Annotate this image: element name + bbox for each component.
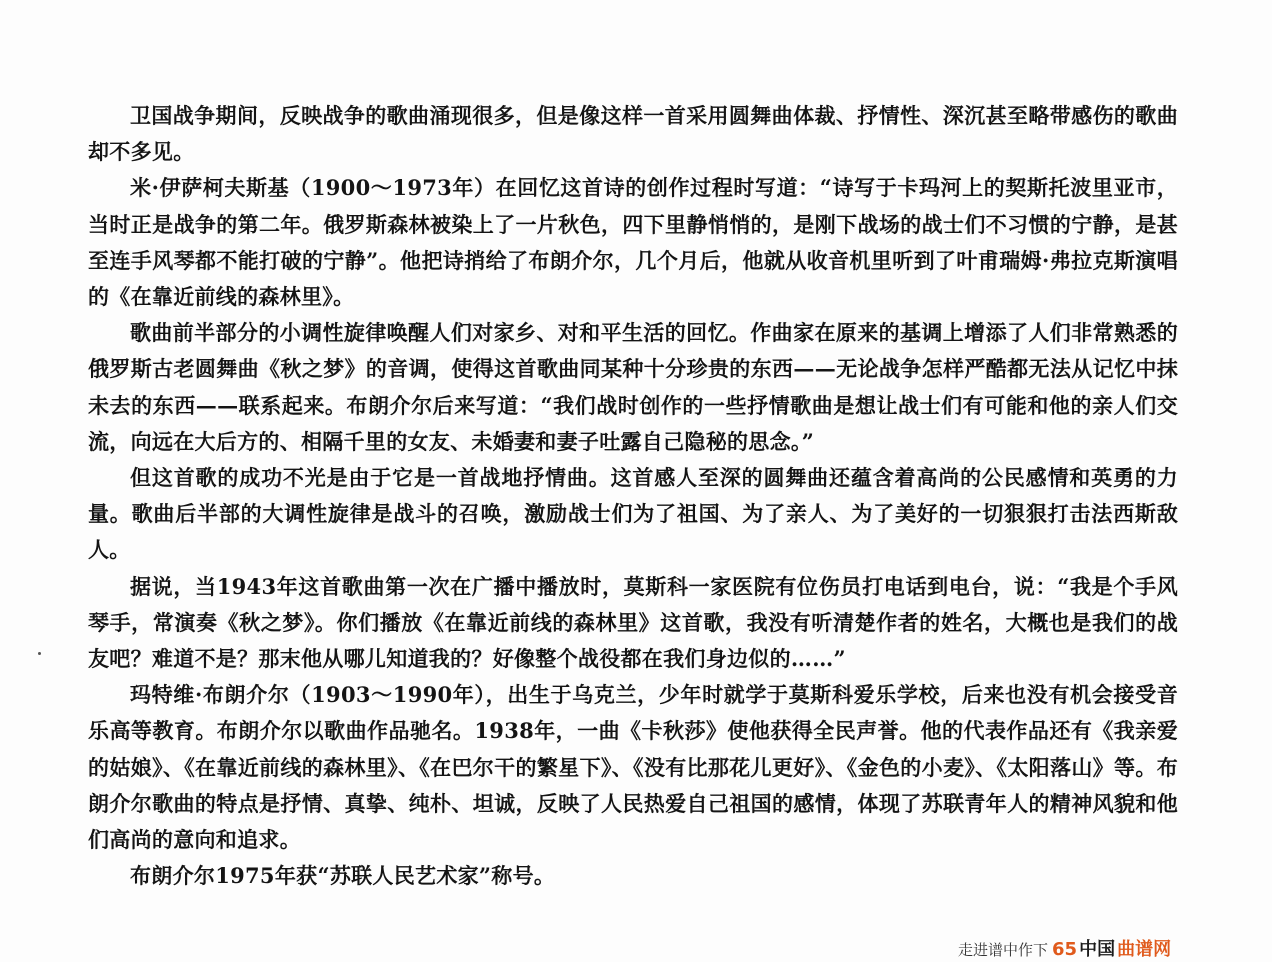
paragraph-isakovsky-recollection: 米·伊萨柯夫斯基（1900～1973年）在回忆这首诗的创作过程时写道：“诗写于卡玛河上的契斯托波里亚市，当时正是战争的第二年。俄罗斯森林被染上了一片秋色，四下里静悄悄的，是刚下战场的战士们不习惯的宁静，是甚至连手风琴都不能打破的宁静”。他把诗捎给了布朗介尔，几个月后，他就从收音机里听到了叶甫瑞姆·弗拉克斯演唱的《在靠近前线的森林里》。 xyxy=(88,175,1178,310)
paragraph-heroic-power: 但这首歌的成功不光是由于它是一首战地抒情曲。这首感人至深的圆舞曲还蕴含着高尚的公民感情和英勇的力量。歌曲后半部的大调性旋律是战斗的召唤，激励战士们为了祖国、为了亲人、为了美好的一切狠狠打击法西斯敌人。 xyxy=(88,465,1178,563)
footer-site-name: 曲谱网 xyxy=(1117,939,1172,960)
footer-page-number: 65 xyxy=(1052,939,1078,960)
paragraph-peoples-artist: 布朗介尔1975年获“苏联人民艺术家”称号。 xyxy=(130,863,556,889)
scan-speck xyxy=(38,652,41,655)
paragraph-minor-melody: 歌曲前半部分的小调性旋律唤醒人们对家乡、对和平生活的回忆。作曲家在原来的基调上增添了人们非常熟悉的俄罗斯古老圆舞曲《秋之梦》的音调，使得这首歌曲同某种十分珍贵的东西——无论战争怎样严酷都无法从记忆中抹未去的东西——联系起来。布朗介尔后来写道：“我们战时创作的一些抒情歌曲是想让战士们有可能和他的亲人们交流，向远在大后方的、相隔千里的女友、未婚妻和妻子吐露自己隐秘的思念。” xyxy=(88,320,1178,454)
footer-watermark xyxy=(958,938,1258,962)
footer-logo: 中国 xyxy=(1079,939,1116,960)
paragraph-blanter-biography: 玛特维·布朗介尔（1903～1990年），出生于乌克兰，少年时就学于莫斯科爱乐学校，后来也没有机会接受音乐高等教育。布朗介尔以歌曲作品驰名。1938年，一曲《卡秋莎》使他获得全民声誉。他的代表作品还有《我亲爱的姑娘》、《在靠近前线的森林里》、《在巴尔干的繁星下》、《没有比那花儿更好》、《金色的小麦》、《太阳落山》等。布朗介尔歌曲的特点是抒情、真挚、纯朴、坦诚，反映了人民热爱自己祖国的感情，体现了苏联青年人的精神风貌和他们高尚的意向和追求。 xyxy=(88,682,1178,853)
footer-text: 走进谱中作下 xyxy=(958,941,1049,959)
paragraph-1943-broadcast: 据说，当1943年这首歌曲第一次在广播中播放时，莫斯科一家医院有位伤员打电话到电台，说：“我是个手风琴手，常演奏《秋之梦》。你们播放《在靠近前线的森林里》这首歌，我没有听清楚作者的姓名，大概也是我们的战友吧？难道不是？那末他从哪儿知道我的？好像整个战役都在我们身边似的……” xyxy=(88,573,1178,672)
paragraph-wartime-songs: 卫国战争期间，反映战争的歌曲涌现很多，但是像这样一首采用圆舞曲体裁、抒情性、深沉甚至略带感伤的歌曲却不多见。 xyxy=(88,103,1178,165)
article-body xyxy=(88,98,1178,894)
